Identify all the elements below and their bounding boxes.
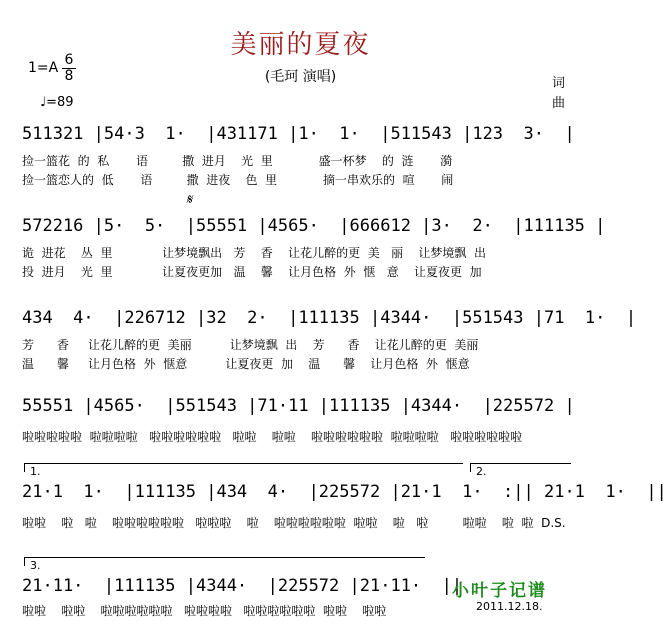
notation-line: 21·11· |111135 |4344· |225572 |21·11· ||	[22, 576, 463, 596]
segno-icon: 𝄋	[186, 192, 193, 208]
composer-label: 曲	[552, 96, 566, 111]
volta-bracket-1	[24, 463, 463, 472]
transcriber-brand: 小叶子记谱	[452, 581, 547, 601]
song-title: 美丽的夏夜	[230, 30, 371, 60]
lyric-verse-2: 捡一篮恋人的 低 语 撒 进夜 色 里 摘一串欢乐的 喧 闹	[22, 173, 454, 187]
singer-credit: (毛珂 演唱)	[264, 69, 337, 85]
quarter-note-icon: ♩	[40, 95, 47, 110]
volta-number-1: 1.	[30, 465, 41, 478]
notation-line: 511321 |54·3 1· |431171 |1· 1· |511543 |123 3· |	[22, 124, 575, 144]
volta-bracket-3	[24, 557, 425, 566]
lyric-verse-1: 捡一篮花 的 私 语 撒 进月 光 里 盛一杯梦 的 涟 漪	[22, 154, 453, 168]
lyric-verse-1: 啦啦啦啦啦 啦啦啦啦 啦啦啦啦啦啦 啦啦 啦啦 啦啦啦啦啦啦 啦啦啦啦 啦啦啦啦啦啦	[22, 430, 523, 444]
lyric-verse-1: 芳 香 让花儿醉的更 美丽 让梦境飘 出 芳 香 让花儿醉的更 美丽	[22, 338, 479, 352]
volta-number-2: 2.	[476, 465, 487, 478]
tempo-mark	[40, 95, 74, 110]
lyric-verse-1: 诡 进花 丛 里 让梦境飘出 芳 香 让花儿醉的更 美 丽 让梦境飘 出	[22, 246, 487, 260]
lyric-verse-2: 投 进月 光 里 让夏夜更加 温 馨 让月色格 外 惬 意 让夏夜更 加	[22, 265, 482, 279]
time-signature	[62, 53, 76, 84]
key-signature: 1=A	[28, 60, 59, 76]
time-sig-top: 6	[64, 52, 74, 68]
lyricist-label: 词	[552, 76, 566, 91]
lyric-verse-1: 啦啦 啦啦 啦啦啦啦啦啦 啦啦啦啦 啦啦啦啦啦啦 啦啦 啦啦	[22, 604, 387, 618]
notation-line: 21·1 1· |111135 |434 4· |225572 |21·1 1· :|| 21·1 1· ||	[22, 482, 667, 502]
transcription-date: 2011.12.18.	[476, 600, 543, 613]
lyric-verse-1: 啦啦 啦 啦 啦啦啦啦啦啦 啦啦啦 啦 啦啦啦啦啦啦 啦啦 啦 啦 啦啦 啦 啦 D.S.	[22, 516, 566, 530]
tempo-value: =89	[46, 95, 74, 110]
notation-line: 572216 |5· 5· |55551 |4565· |666612 |3· 2· |111135 |	[22, 216, 606, 236]
volta-number-3: 3.	[30, 559, 41, 572]
notation-line: 434 4· |226712 |32 2· |111135 |4344· |551543 |71 1· |	[22, 308, 637, 328]
notation-line: 55551 |4565· |551543 |71·11 |111135 |4344· |225572 |	[22, 396, 575, 416]
lyric-verse-2: 温 馨 让月色格 外 惬意 让夏夜更 加 温 馨 让月色格 外 惬意	[22, 357, 470, 371]
time-sig-bottom: 8	[62, 68, 76, 84]
